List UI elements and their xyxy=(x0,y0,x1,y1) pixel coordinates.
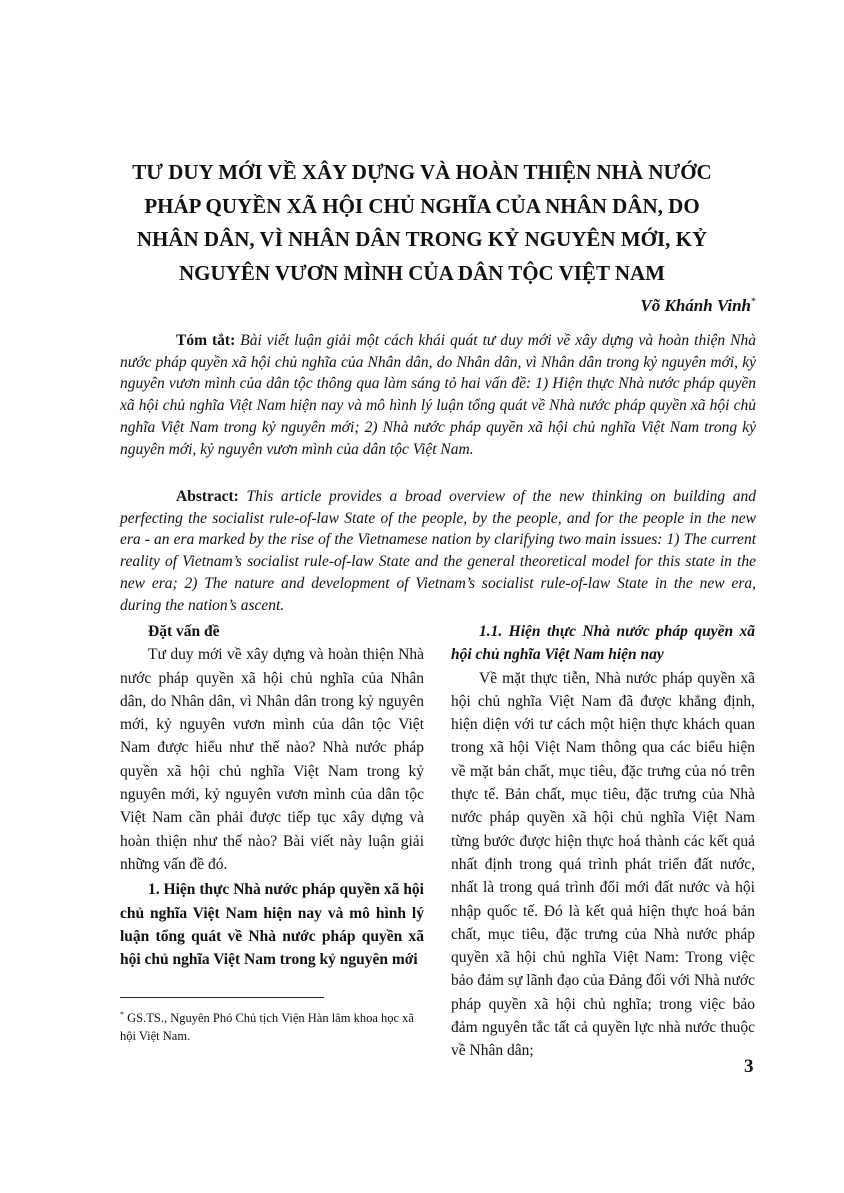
abstract-english xyxy=(120,486,756,616)
intro-paragraph: Tư duy mới về xây dựng và hoàn thiện Nhà nước pháp quyền xã hội chủ nghĩa của Nhân dân, do Nhân dân, vì Nhân dân trong kỷ nguyên mới, kỷ nguyên vươn mình của dân tộc Việt Nam được hiểu như thế nào? Nhà nước pháp quyền xã hội chủ nghĩa Việt Nam trong kỷ nguyên mới, kỷ nguyên vươn mình của dân tộc Việt Nam cần phải được tiếp tục xây dựng và hoàn thiện như thế nào? Bài viết này luận giải những vấn đề đó. xyxy=(120,646,424,873)
abstract-en-label: Abstract: xyxy=(176,488,239,505)
footnote-text: GS.TS., Nguyên Phó Chủ tịch Viện Hàn lâm khoa học xã hội Việt Nam. xyxy=(120,1011,414,1044)
right-column xyxy=(451,620,755,1063)
section-1-heading: 1. Hiện thực Nhà nước pháp quyền xã hội chủ nghĩa Việt Nam hiện nay và mô hình lý luận tổng quát về Nhà nước pháp quyền xã hội chủ nghĩa Việt Nam trong kỷ nguyên mới xyxy=(120,881,424,969)
title-line: PHÁP QUYỀN XÃ HỘI CHỦ NGHĨA CỦA NHÂN DÂN, DO xyxy=(144,193,700,218)
author xyxy=(640,296,756,316)
abstract-vi-label: Tóm tắt: xyxy=(176,332,236,349)
footnote xyxy=(120,1006,430,1045)
subsection-1-1-paragraph: Về mặt thực tiễn, Nhà nước pháp quyền xã hội chủ nghĩa Việt Nam đã được khẳng định, hiện diện với tư cách một hiện thực khách quan trong xã hội Việt Nam thông qua các biểu hiện về mặt bản chất, mục tiêu, đặc trưng của nó trên thực tế. Bản chất, mục tiêu, đặc trưng của Nhà nước pháp quyền xã hội chủ nghĩa Việt Nam từng bước được hiện thực hoá thành các kết quả nhất định trong quá trình phát triển đất nước, nhất là trong quá trình đổi mới đất nước và hội nhập quốc tế. Đó là kết quả hiện thực hoá bản chất, mục tiêu, đặc trưng của Nhà nước pháp quyền xã hội chủ nghĩa Việt Nam: Trong việc bảo đảm sự lãnh đạo của Đảng đối với Nhà nước pháp quyền xã hội chủ nghĩa; trong việc bảo đảm nguyên tắc tất cả quyền lực nhà nước thuộc về Nhân dân; xyxy=(451,669,755,1060)
subsection-1-1-heading: 1.1. Hiện thực Nhà nước pháp quyền xã hội chủ nghĩa Việt Nam hiện nay xyxy=(451,623,755,664)
intro-heading: Đặt vấn đề xyxy=(148,623,220,640)
author-footnote-mark: * xyxy=(751,296,756,308)
title-line: NHÂN DÂN, VÌ NHÂN DÂN TRONG KỶ NGUYÊN MỚI, KỶ xyxy=(136,227,708,251)
footnote-mark: * xyxy=(120,1010,124,1019)
article-title xyxy=(100,156,744,290)
title-line: TƯ DUY MỚI VỀ XÂY DỰNG VÀ HOÀN THIỆN NHÀ NƯỚC xyxy=(132,160,712,184)
page-number: 3 xyxy=(744,1056,754,1077)
title-line: NGUYÊN VƯƠN MÌNH CỦA DÂN TỘC VIỆT NAM xyxy=(179,260,665,285)
author-name: Võ Khánh Vinh xyxy=(640,296,751,315)
abstract-en-text: This article provides a broad overview of the new thinking on building and perfecting the socialist rule-of-law State of the people, by the people, and for the people in the new era - an era marked by the rise of the Vietnamese nation by clarifying two main issues: 1) The current reality of Vietnam’s socialist rule-of-law State and the general theoretical model for this state in the new era; 2) The nature and development of Vietnam’s socialist rule-of-law State in the new era, during the nation’s ascent. xyxy=(120,488,756,614)
footnote-divider xyxy=(120,997,324,998)
left-column xyxy=(120,620,424,971)
abstract-vi-text: Bài viết luận giải một cách khái quát tư duy mới về xây dựng và hoàn thiện Nhà nước pháp quyền xã hội chủ nghĩa của Nhân dân, do Nhân dân, vì Nhân dân trong kỷ nguyên mới, kỷ nguyên vươn mình của dân tộc thông qua làm sáng tỏ hai vấn đề: 1) Hiện thực Nhà nước pháp quyền xã hội chủ nghĩa Việt Nam hiện nay và mô hình lý luận tổng quát về Nhà nước pháp quyền xã hội chủ nghĩa Việt Nam trong kỷ nguyên mới; 2) Nhà nước pháp quyền xã hội chủ nghĩa Việt Nam trong kỷ nguyên mới, kỷ nguyên vươn mình của dân tộc Việt Nam. xyxy=(120,332,756,458)
abstract-vietnamese xyxy=(120,330,756,460)
